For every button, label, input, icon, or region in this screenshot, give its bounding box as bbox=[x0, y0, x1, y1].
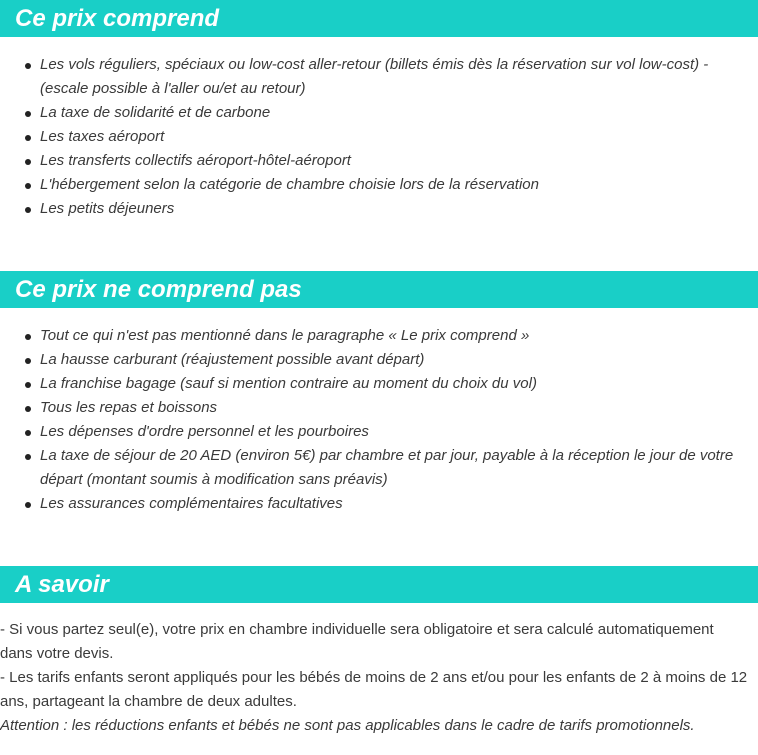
bullet-icon bbox=[25, 358, 31, 364]
savoir-paragraph: - Si vous partez seul(e), votre prix en chambre individuelle sera obligatoire et sera calculé automatiquement dans votre devis. bbox=[0, 621, 714, 662]
section-title-not-included: Ce prix ne comprend pas bbox=[15, 276, 302, 303]
list-item-text: Les vols réguliers, spéciaux ou low-cost aller-retour (billets émis dès la réservation sur vol low-cost) - (escale possible à l'aller ou/et au retour) bbox=[40, 56, 709, 97]
bullet-icon bbox=[25, 334, 31, 340]
bullet-icon bbox=[25, 135, 31, 141]
bullet-icon bbox=[25, 63, 31, 69]
bullet-icon bbox=[25, 454, 31, 460]
list-item bbox=[0, 492, 758, 516]
list-item-text: Tout ce qui n'est pas mentionné dans le paragraphe « Le prix comprend » bbox=[40, 327, 530, 344]
list-item bbox=[0, 372, 758, 396]
bullet-icon bbox=[25, 159, 31, 165]
list-item bbox=[0, 348, 758, 372]
bullet-icon bbox=[25, 382, 31, 388]
list-item-text: La taxe de solidarité et de carbone bbox=[40, 104, 271, 121]
list-item-text: Les dépenses d'ordre personnel et les pourboires bbox=[40, 423, 369, 440]
bullet-icon bbox=[25, 207, 31, 213]
list-item bbox=[0, 197, 758, 221]
list-item bbox=[0, 125, 758, 149]
section-title-included: Ce prix comprend bbox=[15, 5, 220, 32]
list-item-text: Les transferts collectifs aéroport-hôtel-aéroport bbox=[40, 152, 351, 169]
list-item-text: Les petits déjeuners bbox=[40, 200, 175, 217]
savoir-attention: Attention : les réductions enfants et bébés ne sont pas applicables dans le cadre de tarifs promotionnels. bbox=[0, 717, 695, 734]
bullet-icon bbox=[25, 502, 31, 508]
list-item bbox=[0, 101, 758, 125]
list-item bbox=[0, 444, 758, 492]
list-item bbox=[0, 173, 758, 197]
section-header-included bbox=[0, 0, 758, 37]
list-item bbox=[0, 420, 758, 444]
list-item bbox=[0, 396, 758, 420]
not-included-list bbox=[0, 324, 758, 516]
section-header-not-included bbox=[0, 271, 758, 308]
savoir-content bbox=[0, 618, 758, 738]
list-item-text: L'hébergement selon la catégorie de chambre choisie lors de la réservation bbox=[40, 176, 539, 193]
bullet-icon bbox=[25, 183, 31, 189]
list-item-text: Les assurances complémentaires facultatives bbox=[40, 495, 343, 512]
section-title-savoir: A savoir bbox=[15, 571, 109, 598]
list-item bbox=[0, 149, 758, 173]
bullet-icon bbox=[25, 111, 31, 117]
list-item bbox=[0, 324, 758, 348]
list-item-text: Tous les repas et boissons bbox=[40, 399, 218, 416]
list-item-text: Les taxes aéroport bbox=[40, 128, 165, 145]
bullet-icon bbox=[25, 406, 31, 412]
bullet-icon bbox=[25, 430, 31, 436]
list-item-text: La franchise bagage (sauf si mention contraire au moment du choix du vol) bbox=[40, 375, 537, 392]
included-list bbox=[0, 53, 758, 221]
list-item-text: La hausse carburant (réajustement possible avant départ) bbox=[40, 351, 425, 368]
list-item-text: La taxe de séjour de 20 AED (environ 5€) par chambre et par jour, payable à la réception le jour de votre départ (montant soumis à modification sans préavis) bbox=[40, 447, 734, 488]
section-header-savoir bbox=[0, 566, 758, 603]
savoir-paragraph: - Les tarifs enfants seront appliqués pour les bébés de moins de 2 ans et/ou pour les enfants de 2 à moins de 12 ans, partageant la chambre de deux adultes. bbox=[0, 669, 748, 710]
list-item bbox=[0, 53, 758, 101]
